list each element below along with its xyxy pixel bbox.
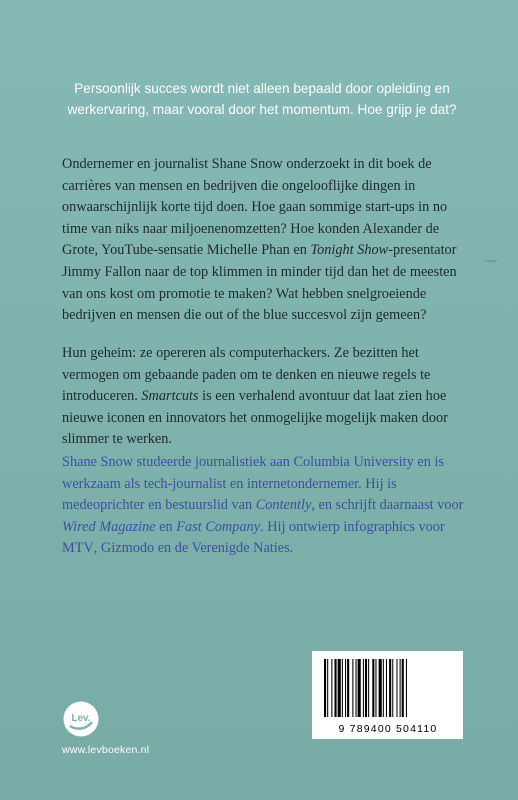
barcode-bars — [323, 659, 451, 717]
isbn-barcode — [312, 651, 463, 739]
author-bio: Shane Snow studeerde journalistiek aan Columbia University en is werkzaam als tech-journalist en internetondernemer. Hij is medeoprichter en bestuurslid van Contently, en schrijft daarnaast voor Wired Magazine en Fast Company. Hij ontwierp infographics voor MTV, Gizmodo en de Verenigde Naties. — [62, 454, 464, 557]
description-paragraph-1: Ondernemer en journalist Shane Snow onderzoekt in dit boek de carrières van mensen en bedrijven die ongelooflijke dingen in onwaarschijnlijk korte tijd doen. Hoe gaan sommige start-ups in no time van niks naar miljoenenomzetten? Hoe konden Alexander de Grote, YouTube-sensatie Michelle Phan en Tonight Show-presentator Jimmy Fallon naar de top klimmen in minder tijd dan het de meesten van ons kost om promotie te maken? Wat hebben snelgroeiende bedrijven en mensen die out of the blue succesvol zijn gemeen? — [62, 156, 457, 324]
show-title: Tonight Show — [310, 242, 389, 259]
publisher-website[interactable]: www.levboeken.nl — [62, 744, 150, 756]
svg-text:Lev.: Lev. — [71, 713, 91, 724]
book-title: Smartcuts — [141, 388, 199, 405]
description-paragraph-2: Hun geheim: ze opereren als computerhackers. Ze bezitten het vermogen om gebaande paden om te denken en nieuwe regels te introduceren. Smartcuts is een verhalend avontuur dat laat zien hoe nieuwe iconen en innovators het onmogelijke mogelijk maken door slimmer te werken. — [62, 345, 448, 448]
side-note: Ls/jgw — [485, 258, 497, 263]
isbn-number: 9 789400 504110 — [338, 723, 438, 735]
publisher-logo-icon — [62, 700, 100, 738]
lead-text: Persoonlijk succes wordt niet alleen bepaald door opleiding en werkervaring, maar vooral door het momentum. Hoe grijp je dat? — [67, 81, 457, 117]
